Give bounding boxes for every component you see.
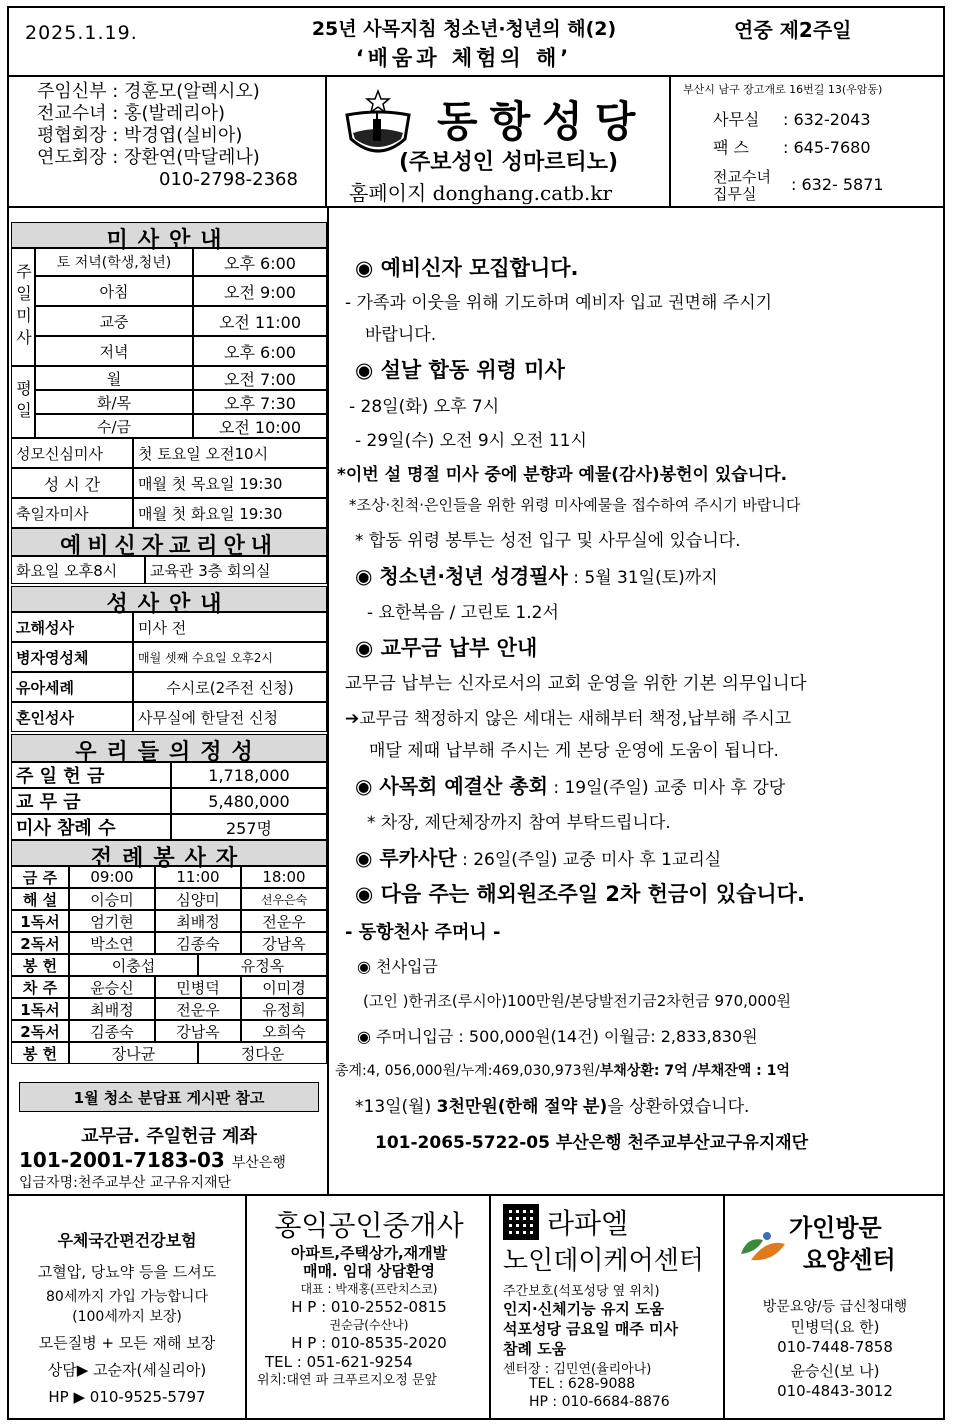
servers-head: 09:00	[69, 866, 155, 888]
sacrament-value: 사무실에 한달전 신청	[133, 702, 327, 732]
servers-person: 최배정	[155, 910, 241, 932]
mass-section-title: 미사안내	[11, 222, 327, 248]
ad-line: 상담▶ 고순자(세실리아)	[47, 1361, 207, 1379]
servers-person: 선우은숙	[241, 888, 327, 910]
notice-title: ◉ 청소년·청년 성경필사	[355, 564, 568, 588]
stat-name: 교 무 금	[11, 788, 171, 814]
ad-line: 석포성당 금요일 매주 미사	[503, 1320, 679, 1338]
notice-highlight: *이번 설 명절 미사 중에 분향과 예물(감사)봉헌이 있습니다.	[337, 465, 788, 485]
mass-time: 오전 7:00	[193, 366, 327, 390]
notice-line	[355, 560, 718, 589]
notice-note: : 26일(주일) 교중 미사 후 1교리실	[462, 850, 722, 870]
ad-line: 아파트,주택상가,재개발	[290, 1244, 448, 1262]
ad-realestate	[249, 1196, 491, 1420]
servers-person: 최배정	[69, 998, 155, 1020]
liturgical-week: 연중 제2주일	[734, 18, 852, 42]
notice-note: : 5월 31일(토)까지	[573, 568, 718, 588]
ad-title: 라파엘	[547, 1207, 629, 1240]
servers-section-title: 전례봉사자	[11, 840, 327, 866]
church-identity	[329, 77, 671, 206]
special-mass-name: 성 시 간	[11, 468, 133, 498]
account-number-row	[19, 1148, 319, 1172]
ad-line: 참례 도움	[503, 1340, 567, 1358]
ad-title: 가인방문	[789, 1214, 882, 1242]
sacrament-name: 유아세례	[11, 672, 133, 702]
staff-list	[9, 77, 327, 206]
mass-name: 아침	[35, 276, 193, 306]
mass-name: 교중	[35, 306, 193, 336]
ad-homecare	[727, 1196, 943, 1420]
contact-info	[673, 77, 943, 206]
ad-line: TEL : 051-621-9254	[265, 1353, 413, 1371]
stats-section-title: 우리들의정성	[11, 734, 327, 762]
servers-person: 유정희	[241, 998, 327, 1020]
repaid-amount: 3천만원(한해 절약 분)	[436, 1097, 608, 1117]
notice-body: - 29일(수) 오전 9시 오전 11시	[355, 431, 587, 451]
notice-repaid	[355, 1092, 749, 1117]
sacrament-name: 병자영성체	[11, 642, 133, 672]
servers-role: 해 설	[11, 888, 69, 910]
special-mass-name: 축일자미사	[11, 498, 133, 528]
notice-body: ◉ 주머니입금 : 500,000원(14건) 이월금: 2,833,830원	[357, 1027, 758, 1046]
ad-line: 센터장 : 김민연(율리아나)	[503, 1362, 652, 1377]
special-mass-name: 성모신심미사	[11, 438, 133, 468]
cleaning-note: 1월 청소 분담표 게시판 참고	[19, 1082, 319, 1112]
total-text: 총계:4, 056,000원/누계:469,030,973원/	[335, 1063, 600, 1079]
ad-line: HP : 010-6684-8876	[529, 1394, 670, 1410]
ad-line: 민병덕(요 한)	[790, 1318, 880, 1336]
servers-person: 민병덕	[155, 976, 241, 998]
catechumen-place: 교육관 3층 회의실	[145, 556, 327, 584]
special-mass-time: 매월 첫 화요일 19:30	[133, 498, 327, 528]
ad-line: 고혈압, 당뇨약 등을 드셔도	[37, 1263, 217, 1281]
notice-title: ◉ 루카사단	[355, 846, 457, 870]
church-patron: (주보성인 성마르티노)	[399, 150, 619, 175]
mass-time: 오전 11:00	[193, 306, 327, 336]
servers-head: 11:00	[155, 866, 241, 888]
qr-code-icon	[503, 1204, 539, 1240]
notice-body: 교무금 납부는 신자로서의 교회 운영을 위한 기본 의무입니다	[345, 674, 807, 694]
notice-body: 매달 제때 납부해 주시는 게 본당 운영에 도움이 됩니다.	[369, 741, 779, 761]
stat-value: 5,480,000	[171, 788, 327, 814]
pastoral-theme: 25년 사목지침 청소년·청년의 해(2)	[311, 18, 617, 40]
staff-sister: 전교수녀 : 홍(발레리아)	[37, 103, 226, 124]
notice-body: (고인 )한귀조(루시아)100만원/본당발전기금2차헌금 970,000원	[363, 992, 792, 1010]
notice-body: - 28일(화) 오후 7시	[349, 397, 500, 417]
servers-role: 봉 헌	[11, 1042, 69, 1064]
offering-account	[19, 1122, 319, 1192]
servers-person: 이미경	[241, 976, 327, 998]
ad-line: TEL : 628-9088	[529, 1376, 636, 1392]
servers-role: 1독서	[11, 910, 69, 932]
care-logo-icon	[737, 1230, 789, 1266]
mass-time: 오후 6:00	[193, 336, 327, 366]
ad-title: 홍익공인중개사	[274, 1209, 464, 1242]
account-title: 교무금. 주일헌금 계좌	[81, 1126, 257, 1147]
account-bank: 부산은행	[231, 1155, 286, 1171]
servers-person: 엄기현	[69, 910, 155, 932]
ad-line: 방문요양/등 급신청대행	[762, 1299, 908, 1315]
ad-subtitle: 노인데이케어센터	[503, 1246, 704, 1276]
servers-role: 1독서	[11, 998, 69, 1020]
stat-name: 주 일 헌 금	[11, 762, 171, 788]
bulletin-page	[7, 6, 945, 1420]
ad-line: 모든질병 + 모든 재해 보장	[38, 1334, 216, 1352]
servers-role: 2독서	[11, 1020, 69, 1042]
notice-line	[355, 770, 785, 799]
fund-account: 101-2065-5722-05 부산은행 천주교부산교구유지재단	[375, 1133, 809, 1153]
staff-yeondo: 연도회장 : 장환연(막달레나)	[37, 147, 260, 168]
servers-role: 2독서	[11, 932, 69, 954]
notice-body: ◉ 천사입금	[357, 957, 438, 976]
mass-name: 수/금	[35, 414, 193, 438]
sacrament-value: 미사 전	[133, 612, 327, 642]
ad-line: 대표 : 박재홍(프란치스코)	[300, 1282, 438, 1296]
contact-label: 전교수녀 집무실	[713, 168, 771, 203]
pastoral-subtheme: ‘배움과 체험의 해’	[355, 46, 573, 70]
sacrament-value: 수시로(2주전 신청)	[133, 672, 327, 702]
sacrament-name: 고해성사	[11, 612, 133, 642]
ad-title: 우체국간편건강보험	[57, 1231, 197, 1250]
servers-person: 윤승신	[69, 976, 155, 998]
ad-line: 010-4843-3012	[777, 1382, 893, 1400]
church-homepage: 홈페이지 donghang.catb.kr	[349, 181, 613, 205]
ad-insurance	[9, 1196, 247, 1420]
staff-phone: 010-2798-2368	[159, 169, 298, 190]
repaid-prefix: *13일(월)	[355, 1097, 437, 1117]
servers-person: 김종숙	[69, 1020, 155, 1042]
notice-title: ◉ 교무금 납부 안내	[355, 636, 538, 660]
servers-head: 차 주	[11, 976, 69, 998]
staff-pastor: 주임신부 : 경훈모(알렉시오)	[37, 81, 260, 102]
header	[9, 8, 943, 77]
contact-value: : 645-7680	[783, 138, 871, 157]
mass-name: 화/목	[35, 390, 193, 414]
servers-person: 김종숙	[155, 932, 241, 954]
sacrament-name: 혼인성사	[11, 702, 133, 732]
ad-line: 010-7448-7858	[777, 1338, 893, 1356]
stat-value: 1,718,000	[171, 762, 327, 788]
notice-body: * 차장, 제단체장까지 참여 부탁드립니다.	[367, 813, 671, 833]
servers-person: 박소연	[69, 932, 155, 954]
announcements	[331, 208, 943, 1194]
ad-line: 권순금(수산나)	[329, 1318, 409, 1332]
ad-line: 매매. 임대 상담환영	[302, 1262, 436, 1280]
church-name: 동항성당	[437, 97, 648, 146]
mass-time: 오전 9:00	[193, 276, 327, 306]
notice-body: - 가족과 이웃을 위해 기도하며 예비자 입교 권면해 주시기	[345, 293, 773, 313]
contact-value: : 632- 5871	[791, 175, 884, 194]
servers-person: 장나균	[69, 1042, 198, 1064]
ad-line: H P : 010-2552-0815	[291, 1298, 447, 1316]
repaid-suffix: 을 상환하였습니다.	[607, 1097, 750, 1117]
ad-line: 위치:대연 파 크푸르지오정 문앞	[257, 1373, 438, 1388]
ad-line: H P : 010-8535-2020	[291, 1334, 447, 1352]
sacrament-value: 매월 셋째 수요일 오후2시	[133, 642, 327, 672]
ad-line: 인지·신체기능 유지 도움	[503, 1300, 665, 1318]
servers-person: 이충섭	[69, 954, 198, 976]
sunday-mass-label: 주일미사	[11, 248, 35, 366]
debt-left: /부채잔액 : 1억	[692, 1063, 790, 1079]
sacrament-section-title: 성사안내	[11, 586, 327, 612]
account-depositor: 입금자명:천주교부산 교구유지재단	[19, 1175, 232, 1191]
ad-line: HP ▶ 010-9525-5797	[48, 1388, 206, 1406]
contact-label: 팩 스	[713, 138, 749, 157]
notice-note: : 19일(주일) 교중 미사 후 강당	[553, 778, 786, 798]
servers-head: 금 주	[11, 866, 69, 888]
staff-council: 평협회장 : 박경엽(실비아)	[37, 125, 243, 146]
notice-subtitle: - 동항천사 주머니 -	[345, 922, 501, 943]
notice-line	[355, 842, 721, 871]
catechumen-section-title: 예비신자교리안내	[11, 528, 327, 556]
servers-person: 강남옥	[241, 932, 327, 954]
ad-line: 윤승신(보 나)	[790, 1362, 880, 1380]
notice-body: *조상·친척·은인들을 위한 위령 미사예물을 접수하여 주시기 바랍니다	[349, 496, 801, 514]
notice-title: ◉ 사목회 예결산 총회	[355, 774, 548, 798]
contact-label: 사무실	[713, 110, 760, 129]
notice-body: ➔교무금 책정하지 않은 세대는 새해부터 책정,납부해 주시고	[345, 709, 792, 729]
catechumen-time: 화요일 오후8시	[11, 556, 145, 584]
notice-title: ◉ 다음 주는 해외원조주일 2차 헌금이 있습니다.	[355, 882, 805, 906]
notice-title: ◉ 예비신자 모집합니다.	[355, 256, 579, 280]
bulletin-date: 2025.1.19.	[25, 22, 138, 44]
ad-daycare	[493, 1196, 725, 1420]
servers-head: 18:00	[241, 866, 327, 888]
mass-time: 오후 6:00	[193, 248, 327, 276]
advertisements	[9, 1194, 943, 1418]
ad-title: 요양센터	[803, 1246, 896, 1274]
servers-person: 유정옥	[198, 954, 327, 976]
debt-repay: 부채상환: 7억	[599, 1063, 688, 1079]
special-mass-time: 첫 토요일 오전10시	[133, 438, 327, 468]
special-mass-time: 매월 첫 목요일 19:30	[133, 468, 327, 498]
left-column	[9, 208, 329, 1194]
info-band	[9, 77, 943, 208]
contact-value: : 632-2043	[783, 110, 871, 129]
notice-body: * 합동 위령 봉투는 성전 입구 및 사무실에 있습니다.	[355, 531, 741, 551]
ad-line: 80세까지 가입 가능합니다	[46, 1289, 208, 1305]
weekday-mass-label: 평일	[11, 366, 35, 438]
church-address: 부산시 남구 장고개로 16번길 13(우암동)	[683, 83, 883, 96]
servers-person: 전운우	[241, 910, 327, 932]
account-number: 101-2001-7183-03	[19, 1148, 225, 1172]
ad-line: 주간보호(석포성당 옆 위치)	[503, 1284, 660, 1299]
servers-person: 심양미	[155, 888, 241, 910]
servers-role: 봉 헌	[11, 954, 69, 976]
servers-person: 강남옥	[155, 1020, 241, 1042]
contact-sister-office	[713, 169, 933, 203]
mass-time: 오후 7:30	[193, 390, 327, 414]
ad-line: (100세까지 보장)	[72, 1309, 182, 1325]
mass-name: 토 저녁(학생,청년)	[35, 248, 193, 276]
servers-person: 전운우	[155, 998, 241, 1020]
servers-person: 오희숙	[241, 1020, 327, 1042]
contact-office	[713, 107, 871, 130]
servers-person: 이승미	[69, 888, 155, 910]
notice-body: - 요한복음 / 고린토 1.2서	[367, 603, 559, 623]
servers-person: 정다운	[198, 1042, 327, 1064]
mass-name: 월	[35, 366, 193, 390]
contact-fax	[713, 135, 871, 158]
notice-body: 바랍니다.	[365, 325, 437, 345]
stat-value: 257명	[171, 814, 327, 840]
stat-name: 미사 참례 수	[11, 814, 171, 840]
mass-name: 저녁	[35, 336, 193, 366]
notice-total	[335, 1060, 790, 1080]
notice-title: ◉ 설날 합동 위령 미사	[355, 358, 565, 382]
mass-time: 오전 10:00	[193, 414, 327, 438]
